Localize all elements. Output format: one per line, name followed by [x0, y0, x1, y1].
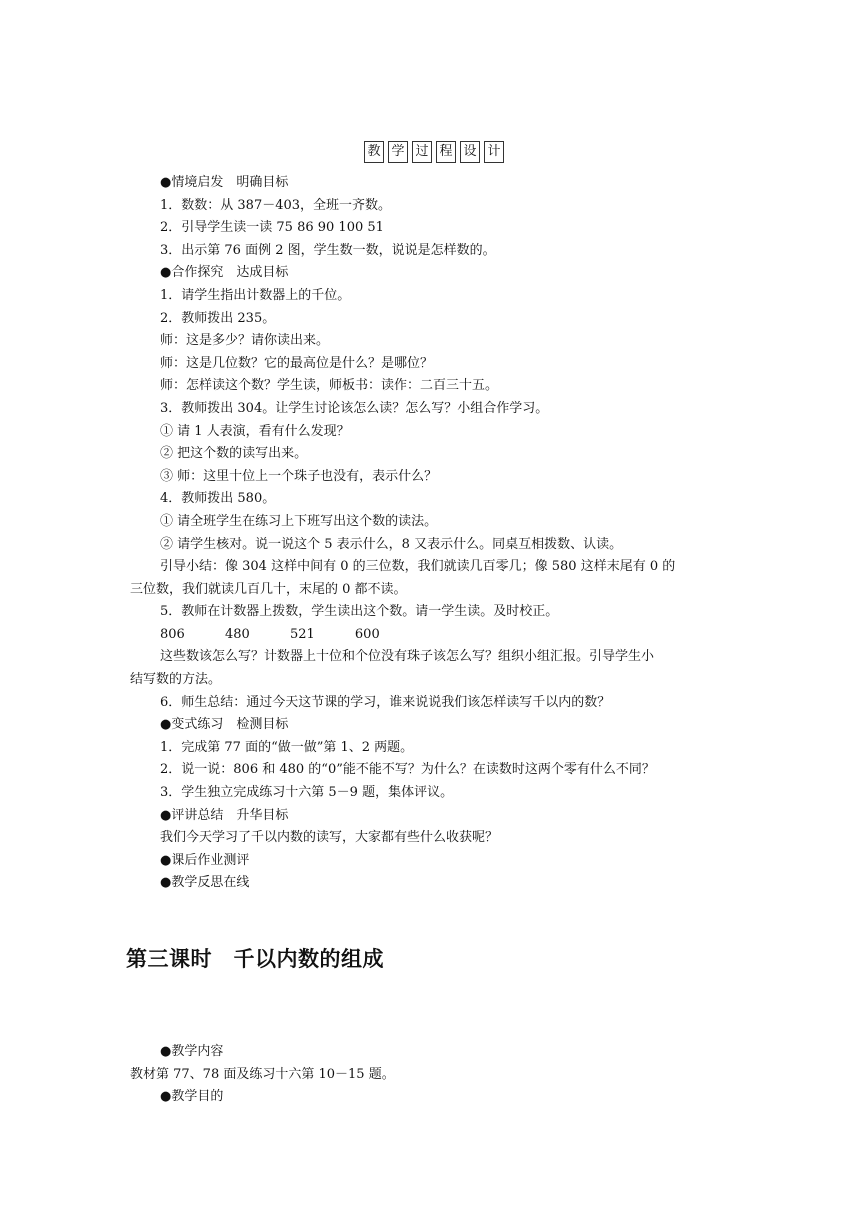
- text-line: ●教学内容: [160, 1044, 224, 1059]
- title-char: 过: [412, 141, 432, 163]
- text-line: 师：怎样读这个数？学生读，师板书：读作：二百三十五。: [160, 378, 499, 394]
- text-line: ●课后作业测评: [160, 852, 250, 868]
- lesson-intro: [0, 1041, 860, 1109]
- number-item: 480: [224, 626, 250, 642]
- title-char: 设: [460, 141, 480, 163]
- text-line: 5．教师在计数器上拨数，学生读出这个数。请一学生读。及时校正。: [160, 604, 559, 620]
- text-line: 师：这是几位数？它的最高位是什么？是哪位？: [160, 355, 434, 371]
- text-line: ●变式练习 检测目标: [160, 717, 289, 733]
- title-char: 计: [484, 141, 504, 163]
- text-line: 教材第 77、78 面及练习十六第 10－15 题。: [130, 1066, 395, 1082]
- text-line: ●情境启发 明确目标: [160, 175, 289, 190]
- text-line: 4．教师拨出 580。: [160, 491, 276, 507]
- text-line: 1．完成第 77 面的“做一做”第 1、2 两题。: [160, 739, 414, 755]
- text-line: ② 请学生核对。说一说这个 5 表示什么，8 又表示什么。同桌互相拨数、认读。: [160, 536, 623, 552]
- text-line: 3．学生独立完成练习十六第 5－9 题，集体评议。: [160, 785, 454, 801]
- text-line: ① 请全班学生在练习上下班写出这个数的读法。: [160, 513, 438, 529]
- text-line: 3．教师拨出 304。让学生讨论该怎么读？怎么写？小组合作学习。: [160, 400, 549, 416]
- text-line: 师：这是多少？请你读出来。: [160, 333, 330, 349]
- number-item: 600: [354, 626, 380, 642]
- text-line: 3．出示第 76 面例 2 图，学生数一数，说说是怎样数的。: [160, 242, 496, 258]
- text-line: 2．教师拨出 235。: [160, 310, 276, 326]
- lesson-heading: 第三课时 千以内数的组成: [126, 947, 384, 971]
- number-item: 806: [160, 626, 185, 642]
- number-item: 521: [289, 626, 315, 642]
- section-title-boxed: [364, 141, 504, 163]
- text-line: ●合作探究 达成目标: [160, 265, 289, 281]
- title-char: 学: [388, 141, 408, 163]
- title-char: 程: [436, 141, 456, 163]
- text-line: ① 请 1 人表演，看有什么发现？: [160, 423, 350, 439]
- text-line: 1．数数：从 387－403，全班一齐数。: [160, 197, 392, 213]
- text-line: ●评讲总结 升华目标: [160, 807, 289, 823]
- text-line: ③ 师：这里十位上一个珠子也没有，表示什么？: [160, 468, 438, 484]
- text-line: 2．说一说：806 和 480 的“0”能不能不写？为什么？在读数时这两个零有什么不同？: [160, 762, 655, 778]
- text-line: 6．师生总结：通过今天这节课的学习，谁来说说我们该怎样读写千以内的数？: [160, 694, 611, 710]
- lesson-body: [0, 172, 860, 895]
- question-line-1: 这些数该怎么写？计数器上十位和个位没有珠子该怎么写？组织小组汇报。引导学生小: [160, 649, 655, 665]
- question-line-2: 结写数的方法。: [130, 672, 222, 688]
- number-list: [0, 624, 860, 647]
- summary-line-2: 三位数，我们就读几百几十，末尾的 0 都不读。: [130, 581, 407, 597]
- text-line: 1．请学生指出计数器上的千位。: [160, 287, 351, 303]
- text-line: 2．引导学生读一读 75 86 90 100 51: [160, 220, 384, 236]
- title-char: 教: [364, 141, 384, 163]
- text-line: 我们今天学习了千以内数的读写，大家都有些什么收获呢？: [160, 830, 499, 846]
- text-line: ② 把这个数的读写出来。: [160, 446, 308, 462]
- text-line: ●教学反思在线: [160, 875, 250, 891]
- summary-line-1: 引导小结：像 304 这样中间有 0 的三位数，我们就读几百零几；像 580 这样末尾有 0 的: [160, 559, 676, 575]
- text-line: ●教学目的: [160, 1089, 224, 1105]
